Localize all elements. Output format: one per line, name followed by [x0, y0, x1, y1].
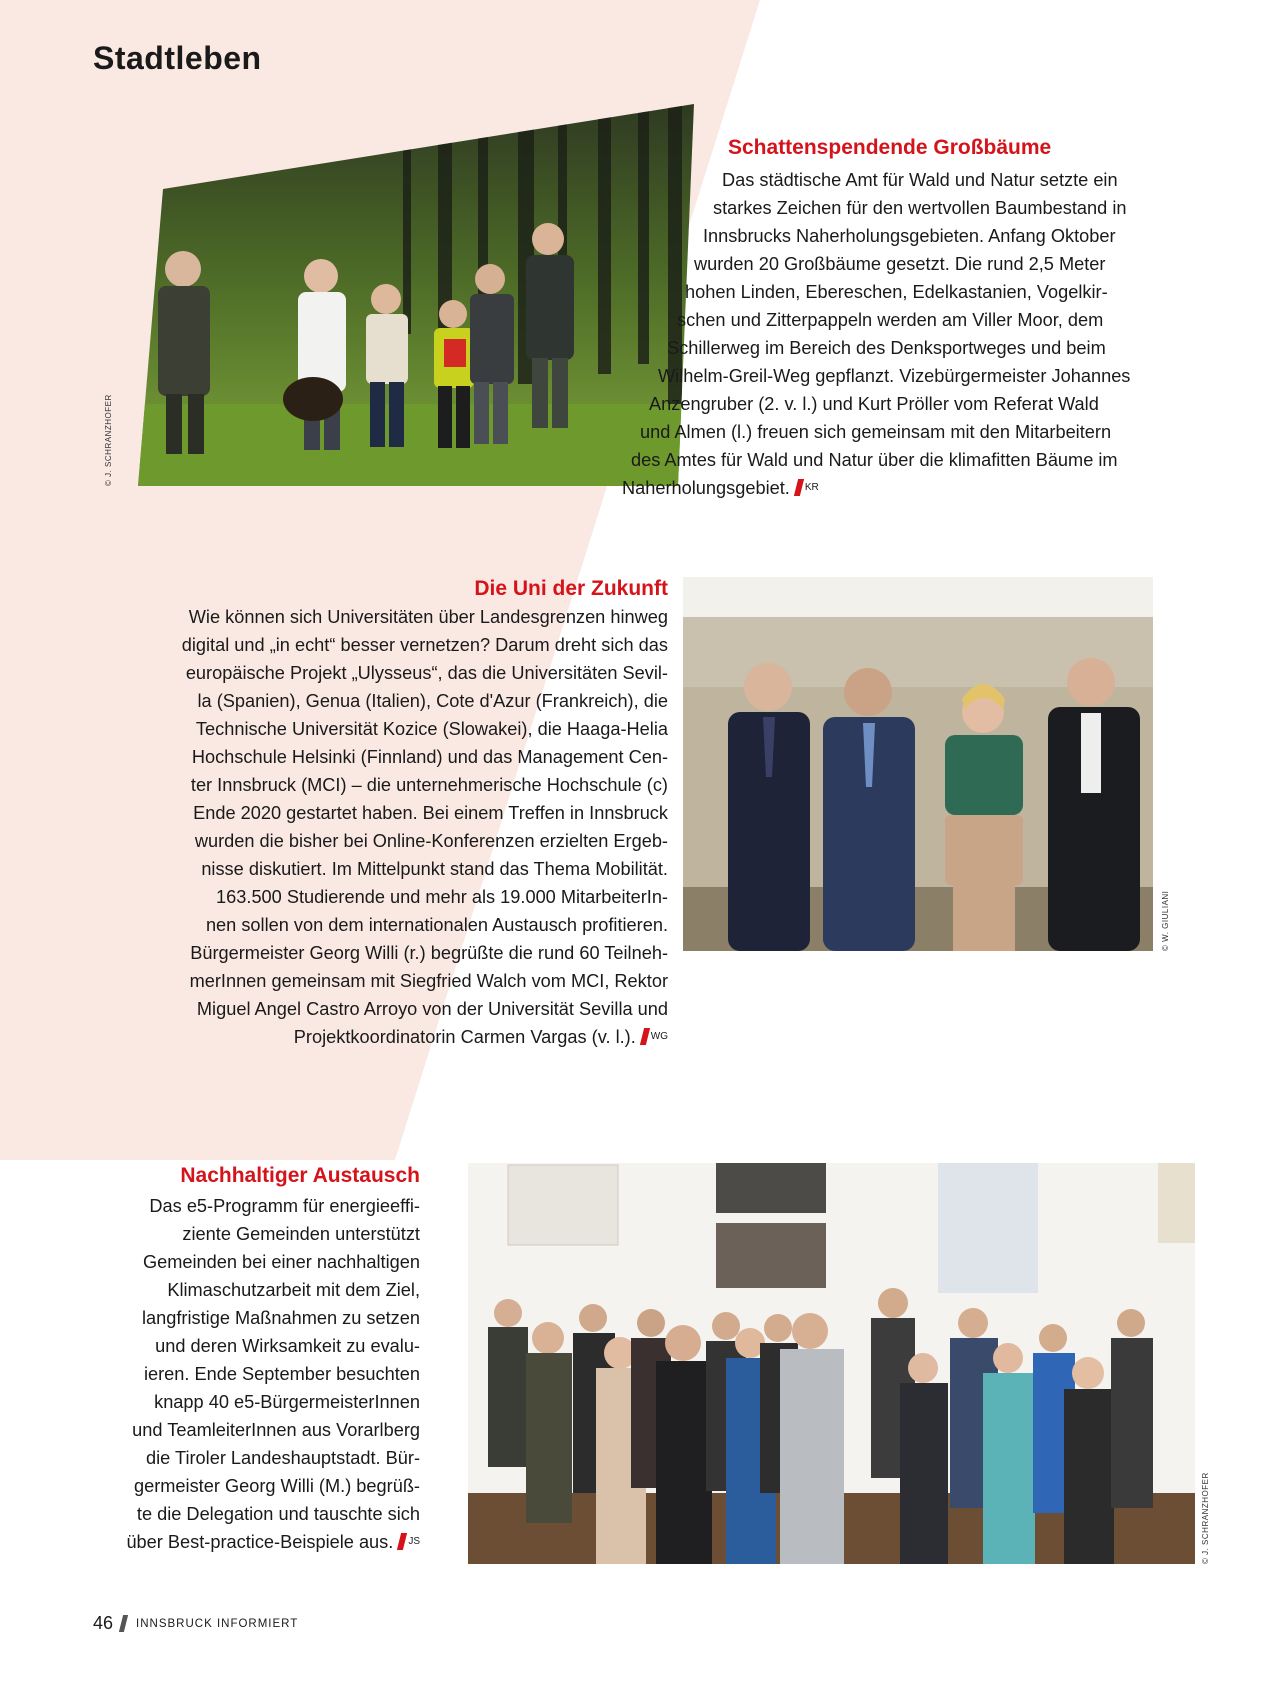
text-line: Miguel Angel Castro Arroyo von der Universität Sevilla und: [196, 999, 668, 1019]
text-line: wurden die bisher bei Online-Konferenzen erzielten Ergeb-: [194, 831, 668, 851]
text-line: la (Spanien), Genua (Italien), Cote d'Azur (Frankreich), die: [197, 691, 668, 711]
text-line: und Almen (l.) freuen sich gemeinsam mit den Mitarbeitern: [640, 422, 1112, 442]
text-line: über Best-practice-Beispiele aus.: [126, 1532, 394, 1552]
text-line: des Amtes für Wald und Natur über die klimafitten Bäume im: [631, 450, 1118, 470]
article-headline: Nachhaltiger Austausch: [180, 1164, 420, 1187]
text-line: wurden 20 Großbäume gesetzt. Die rund 2,5 Meter: [694, 254, 1106, 274]
section-title: Stadtleben: [93, 40, 262, 76]
author-initials: JS: [408, 1536, 420, 1547]
text-line: Ende 2020 gestartet haben. Bei einem Treffen in Innsbruck: [193, 803, 668, 823]
slash-mark-icon: [397, 1533, 407, 1550]
page-number: 46: [93, 1613, 114, 1633]
text-line: die Tiroler Landeshauptstadt. Bür-: [146, 1448, 420, 1468]
text-line: Technische Universität Kozice (Slowakei), die Haaga-Helia: [195, 719, 668, 739]
text-line: langfristige Maßnahmen zu setzen: [141, 1308, 420, 1328]
text-line: ziente Gemeinden unterstützt: [182, 1224, 420, 1244]
text-line: ter Innsbruck (MCI) – die unternehmerische Hochschule (c): [190, 775, 668, 795]
author-initials: KR: [804, 482, 819, 493]
group-photo-e5-delegation: [468, 1163, 1195, 1564]
text-line: Das e5-Programm für energieeffi-: [149, 1196, 420, 1216]
text-line: Anzengruber (2. v. l.) und Kurt Pröller vom Referat Wald: [649, 394, 1099, 414]
text-line: digital und „in echt“ besser vernetzen? Darum dreht sich das: [181, 635, 668, 655]
text-line: Wie können sich Universitäten über Landesgrenzen hinweg: [188, 607, 668, 627]
text-line: nen sollen von dem internationalen Austausch profitieren.: [205, 915, 668, 935]
text-line: starkes Zeichen für den wertvollen Baumbestand in: [713, 198, 1127, 218]
text-line: merInnen gemeinsam mit Siegfried Walch vom MCI, Rektor: [189, 971, 668, 991]
text-line: Naherholungsgebiet.: [622, 478, 790, 498]
university-meeting-photo: [683, 577, 1153, 951]
text-line: schen und Zitterpappeln werden am Viller Moor, dem: [677, 310, 1104, 330]
text-line: nisse diskutiert. Im Mittelpunkt stand das Thema Mobilität.: [201, 859, 668, 879]
text-line: knapp 40 e5-BürgermeisterInnen: [154, 1392, 420, 1412]
text-line-last: [622, 474, 819, 502]
text-line: Projektkoordinatorin Carmen Vargas (v. l.).: [293, 1027, 636, 1047]
text-line: europäische Projekt „Ulysseus“, das die Universitäten Sevil-: [185, 663, 668, 683]
text-line: und TeamleiterInnen aus Vorarlberg: [132, 1420, 420, 1440]
text-line: Gemeinden bei einer nachhaltigen: [142, 1252, 420, 1272]
article-body: [80, 1192, 420, 1556]
slash-mark-icon: [794, 479, 804, 496]
text-line: ieren. Ende September besuchten: [143, 1364, 420, 1384]
text-line: und deren Wirksamkeit zu evalu-: [155, 1336, 420, 1356]
text-line: germeister Georg Willi (M.) begrüß-: [133, 1476, 420, 1496]
text-line: Bürgermeister Georg Willi (r.) begrüßte die rund 60 Teilneh-: [190, 943, 668, 963]
author-initials: WG: [650, 1031, 668, 1042]
page-footer: [93, 1613, 298, 1634]
slash-mark-icon: [640, 1028, 650, 1045]
article-headline: Schattenspendende Großbäume: [728, 136, 1052, 159]
publication-name: INNSBRUCK INFORMIERT: [136, 1617, 299, 1630]
photo-credit: © J. SCHRANZHOFER: [1201, 1472, 1210, 1564]
text-line: Innsbrucks Naherholungsgebieten. Anfang Oktober: [703, 226, 1116, 246]
text-line-last: [80, 1528, 420, 1556]
text-line: Klimaschutzarbeit mit dem Ziel,: [167, 1280, 420, 1300]
slash-mark-icon: [119, 1615, 128, 1632]
text-line: Das städtische Amt für Wald und Natur setzte ein: [722, 170, 1118, 190]
text-line: hohen Linden, Ebereschen, Edelkastanien, Vogelkir-: [685, 282, 1108, 302]
text-line: Wilhelm-Greil-Weg gepflanzt. Vizebürgermeister Johannes: [658, 366, 1131, 386]
text-line: Schillerweg im Bereich des Denksportweges und beim: [667, 338, 1106, 358]
photo-credit: © W. GIULIANI: [1161, 890, 1170, 951]
article-headline: Die Uni der Zukunft: [474, 577, 668, 600]
text-line: te die Delegation und tauschte sich: [136, 1504, 420, 1524]
photo-credit: © J. SCHRANZHOFER: [104, 394, 113, 486]
text-line: Hochschule Helsinki (Finnland) und das Management Cen-: [191, 747, 668, 767]
text-line-last: [148, 1023, 668, 1051]
text-line: 163.500 Studierende und mehr als 19.000 MitarbeiterIn-: [216, 887, 668, 907]
article-body: [148, 603, 668, 1051]
